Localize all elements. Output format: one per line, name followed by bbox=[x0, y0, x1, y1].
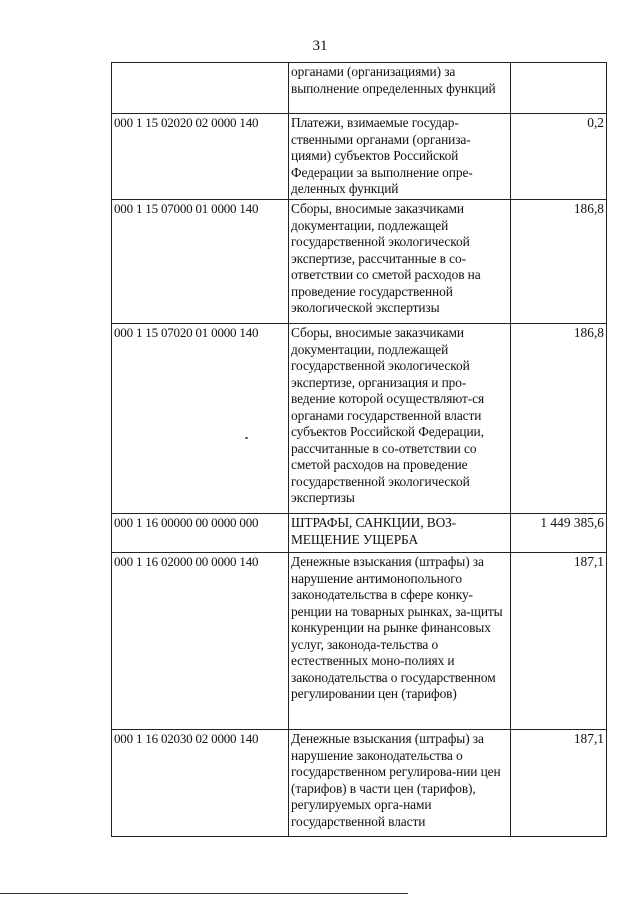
table-row bbox=[112, 114, 607, 200]
classification-code-cell: 000 1 15 07020 01 0000 140 bbox=[112, 324, 289, 514]
classification-code-cell: 000 1 15 07000 01 0000 140 bbox=[112, 200, 289, 324]
table-row bbox=[112, 200, 607, 324]
amount-cell bbox=[511, 63, 607, 114]
revenue-name-cell: Денежные взыскания (штрафы) за нарушение антимонопольного законодательства в сфере конку-ренции на товарных рынках, за-щиты конкуренции на рынке финансовых услуг, законода-тельства о естественных моно-полиях и законодательства о государственном регулировании цен (тарифов) bbox=[289, 553, 511, 730]
budget-revenue-table bbox=[111, 62, 607, 837]
revenue-name-cell: Сборы, вносимые заказчиками документации, подлежащей государственной экологической экспертизе, рассчитанные в со-ответствии со сметой расходов на проведение государственной экологической экспертизы bbox=[289, 200, 511, 324]
amount-cell: 186,8 bbox=[511, 200, 607, 324]
revenue-name-cell: органами (организациями) за выполнение определенных функций bbox=[289, 63, 511, 114]
revenue-name-cell: Платежи, взимаемые государ-ственными органами (организа-циями) субъектов Российской Федерации за выполнение опре-деленных функций bbox=[289, 114, 511, 200]
revenue-name-cell: ШТРАФЫ, САНКЦИИ, ВОЗ-МЕЩЕНИЕ УЩЕРБА bbox=[289, 514, 511, 553]
scan-speck bbox=[245, 437, 248, 439]
revenue-name-cell: Денежные взыскания (штрафы) за нарушение законодательства о государственном регулирова-нии цен (тарифов) в части цен (тарифов), регулируемых орга-нами государственной власти bbox=[289, 730, 511, 837]
classification-code-cell: 000 1 16 02030 02 0000 140 bbox=[112, 730, 289, 837]
classification-code-cell: 000 1 15 02020 02 0000 140 bbox=[112, 114, 289, 200]
amount-cell: 187,1 bbox=[511, 730, 607, 837]
footnote-separator-line bbox=[0, 893, 408, 894]
table-row bbox=[112, 553, 607, 730]
amount-cell: 0,2 bbox=[511, 114, 607, 200]
amount-cell: 186,8 bbox=[511, 324, 607, 514]
amount-cell: 1 449 385,6 bbox=[511, 514, 607, 553]
classification-code-cell bbox=[112, 63, 289, 114]
classification-code-cell: 000 1 16 02000 00 0000 140 bbox=[112, 553, 289, 730]
table-row bbox=[112, 514, 607, 553]
page-number: 31 bbox=[312, 38, 328, 54]
table-row bbox=[112, 63, 607, 114]
revenue-name-cell: Сборы, вносимые заказчиками документации, подлежащей государственной экологической экспертизе, организация и про-ведение которой осуществляют-ся органами государственной власти субъектов Российской Федерации, рассчитанные в со-ответствии со сметой расходов на проведение государственной экологической экспертизы bbox=[289, 324, 511, 514]
amount-cell: 187,1 bbox=[511, 553, 607, 730]
classification-code-cell: 000 1 16 00000 00 0000 000 bbox=[112, 514, 289, 553]
table-row bbox=[112, 324, 607, 514]
table-row bbox=[112, 730, 607, 837]
